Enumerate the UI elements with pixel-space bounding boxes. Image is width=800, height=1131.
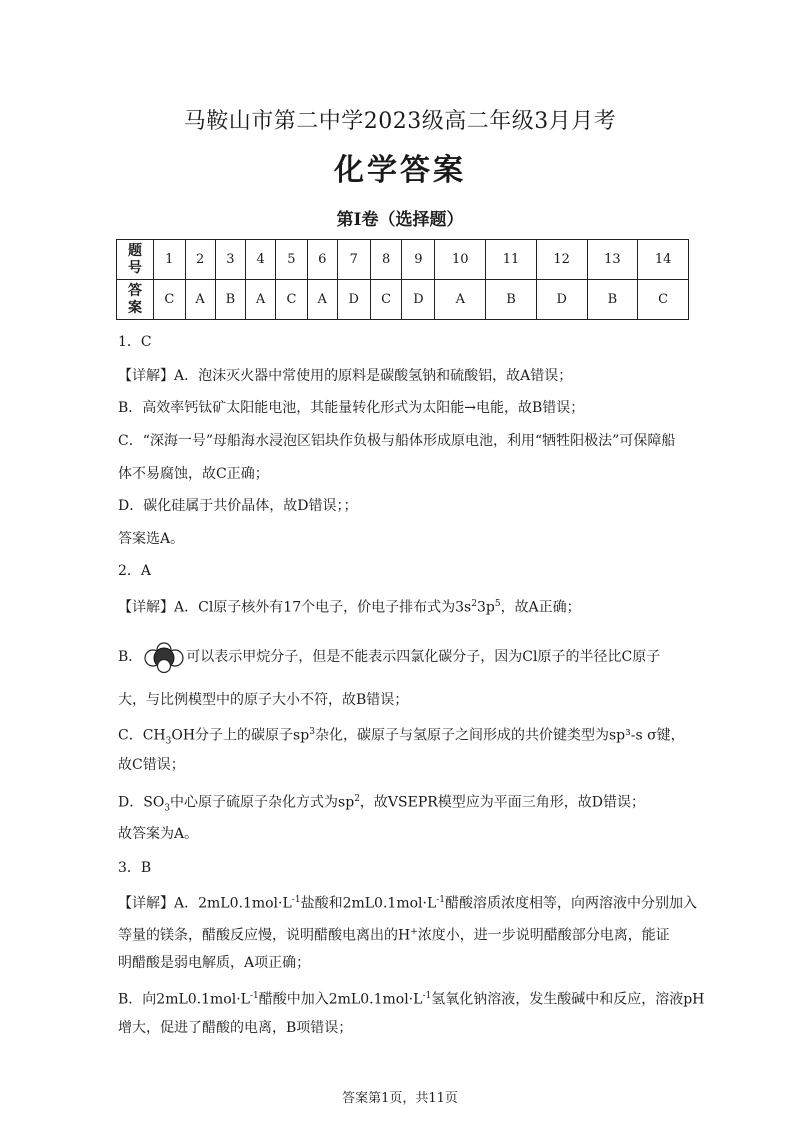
text-span: 醋酸中加入2mL0.1mol·L (258, 991, 423, 1008)
table-cell: 10 (435, 240, 486, 280)
text-span: B． (118, 649, 143, 665)
school-title: 马鞍山市第二中学2023级高二年级3月月考 (183, 109, 617, 134)
superscript: 5 (494, 599, 501, 609)
superscript: -1 (436, 895, 446, 905)
text-span: 等量的镁条，醋酸反应慢，说明醋酸电离出的H (118, 927, 411, 944)
table-cell: 3 (215, 240, 246, 280)
superscript: 3 (309, 727, 315, 737)
methane-space-filling-model-icon (144, 641, 184, 673)
text-span: OH分子上的碳原子sp (171, 727, 310, 744)
superscript: -1 (291, 895, 301, 905)
text-span: 【详解】A．Cl原子核外有17个电子，价电子排布式为3s (118, 599, 472, 616)
superscript: + (410, 927, 418, 937)
table-cell: A (185, 280, 215, 320)
text-span: 中心原子硫原子杂化方式为sp (170, 794, 355, 811)
answer-table (116, 239, 689, 320)
subscript: 3 (164, 803, 171, 814)
table-cell: 5 (276, 240, 308, 280)
q2-option-b (118, 641, 660, 673)
q2-heading: 2．A (118, 563, 152, 579)
q3-option-a-line2 (118, 922, 670, 946)
table-cell: C (154, 280, 186, 320)
table-cell: 9 (402, 240, 435, 280)
table-cell: C (370, 280, 402, 320)
table-cell: A (307, 280, 337, 320)
table-cell: D (402, 280, 435, 320)
row-label-question-number: 题 号 (117, 240, 154, 280)
table-cell: A (246, 280, 276, 320)
q3-option-b-line2: 增大，促进了醋酸的电离，B项错误； (118, 1020, 353, 1036)
q3-option-a-line3: 明醋酸是弱电解质，A项正确； (118, 955, 311, 971)
superscript: -1 (422, 991, 432, 1001)
text-span: 盐酸和2mL0.1mol·L (300, 895, 437, 912)
table-cell: 13 (587, 240, 638, 280)
q1-option-d: D．碳化硅属于共价晶体，故D错误；； (118, 498, 358, 514)
subscript: 3 (165, 736, 172, 747)
row-label-answer: 答 案 (117, 280, 154, 320)
superscript: 2 (471, 599, 477, 609)
q1-option-c-line2: 体不易腐蚀，故C正确； (118, 466, 269, 482)
q3-heading: 3．B (118, 860, 152, 876)
text-span: 可以表示甲烷分子，但是不能表示四氯化碳分子，因为Cl原子的半径比C原子 (186, 649, 661, 665)
q2-option-d (118, 789, 645, 818)
text-span: 【详解】A．2mL0.1mol·L (118, 895, 292, 912)
text-span: D．SO (118, 794, 165, 811)
q1-option-b: B．高效率钙钛矿太阳能电池，其能量转化形式为太阳能→电能，故B错误； (118, 400, 585, 416)
q1-heading: 1．C (118, 334, 152, 350)
superscript: 2 (354, 794, 360, 804)
q2-option-a (118, 594, 581, 618)
text-span: C．CH (118, 727, 166, 744)
table-cell: C (276, 280, 308, 320)
text-span: 杂化，碳原子与氢原子之间形成的共价键类型为sp³-s σ键， (314, 727, 685, 744)
text-span: 醋酸溶质浓度相等，向两溶液中分别加入 (445, 895, 698, 912)
table-cell: 1 (154, 240, 186, 280)
text-span: 3p (476, 599, 495, 616)
table-cell: D (536, 280, 587, 320)
text-span: 浓度小，进一步说明醋酸部分电离，能证 (417, 927, 670, 944)
q3-option-b-line1 (118, 986, 704, 1010)
subject-title: 化学答案 (334, 153, 466, 188)
page-footer: 答案第1页，共11页 (342, 1091, 458, 1106)
answer-row (117, 280, 689, 320)
table-cell: D (337, 280, 370, 320)
q3-option-a-line1 (118, 890, 697, 914)
table-cell: 12 (536, 240, 587, 280)
question-number-row (117, 240, 689, 280)
table-cell: 4 (246, 240, 276, 280)
text-span: B．向2mL0.1mol·L (118, 991, 250, 1008)
q2-conclusion: 故答案为A。 (118, 826, 199, 842)
table-cell: C (638, 280, 689, 320)
table-cell: 6 (307, 240, 337, 280)
table-cell: 14 (638, 240, 689, 280)
table-cell: 7 (337, 240, 370, 280)
q2-option-c (118, 722, 685, 751)
table-cell: B (486, 280, 537, 320)
table-cell: B (215, 280, 246, 320)
text-span: ，故A正确； (500, 599, 581, 616)
q1-option-a: 【详解】A．泡沫灭火器中常使用的原料是碳酸氢钠和硫酸铝，故A错误； (118, 368, 573, 384)
section-title: 第I卷（选择题） (336, 210, 464, 230)
q2-option-c-line2: 故C错误； (118, 757, 185, 773)
text-span: ，故VSEPR模型应为平面三角形，故D错误； (359, 794, 646, 811)
table-cell: 2 (185, 240, 215, 280)
table-cell: B (587, 280, 638, 320)
table-cell: 8 (370, 240, 402, 280)
q1-option-c-line1: C．“深海一号”母船海水浸泡区铝块作负极与船体形成原电池，利用“牺牲阳极法”可保障船 (118, 433, 676, 449)
superscript: -1 (249, 991, 259, 1001)
table-cell: A (435, 280, 486, 320)
q1-conclusion: 答案选A。 (118, 531, 185, 547)
table-cell: 11 (486, 240, 537, 280)
text-span: 氢氧化钠溶液，发生酸碱中和反应，溶液pH (431, 991, 705, 1008)
q2-option-b-line2: 大，与比例模型中的原子大小不符，故B错误； (118, 692, 409, 708)
